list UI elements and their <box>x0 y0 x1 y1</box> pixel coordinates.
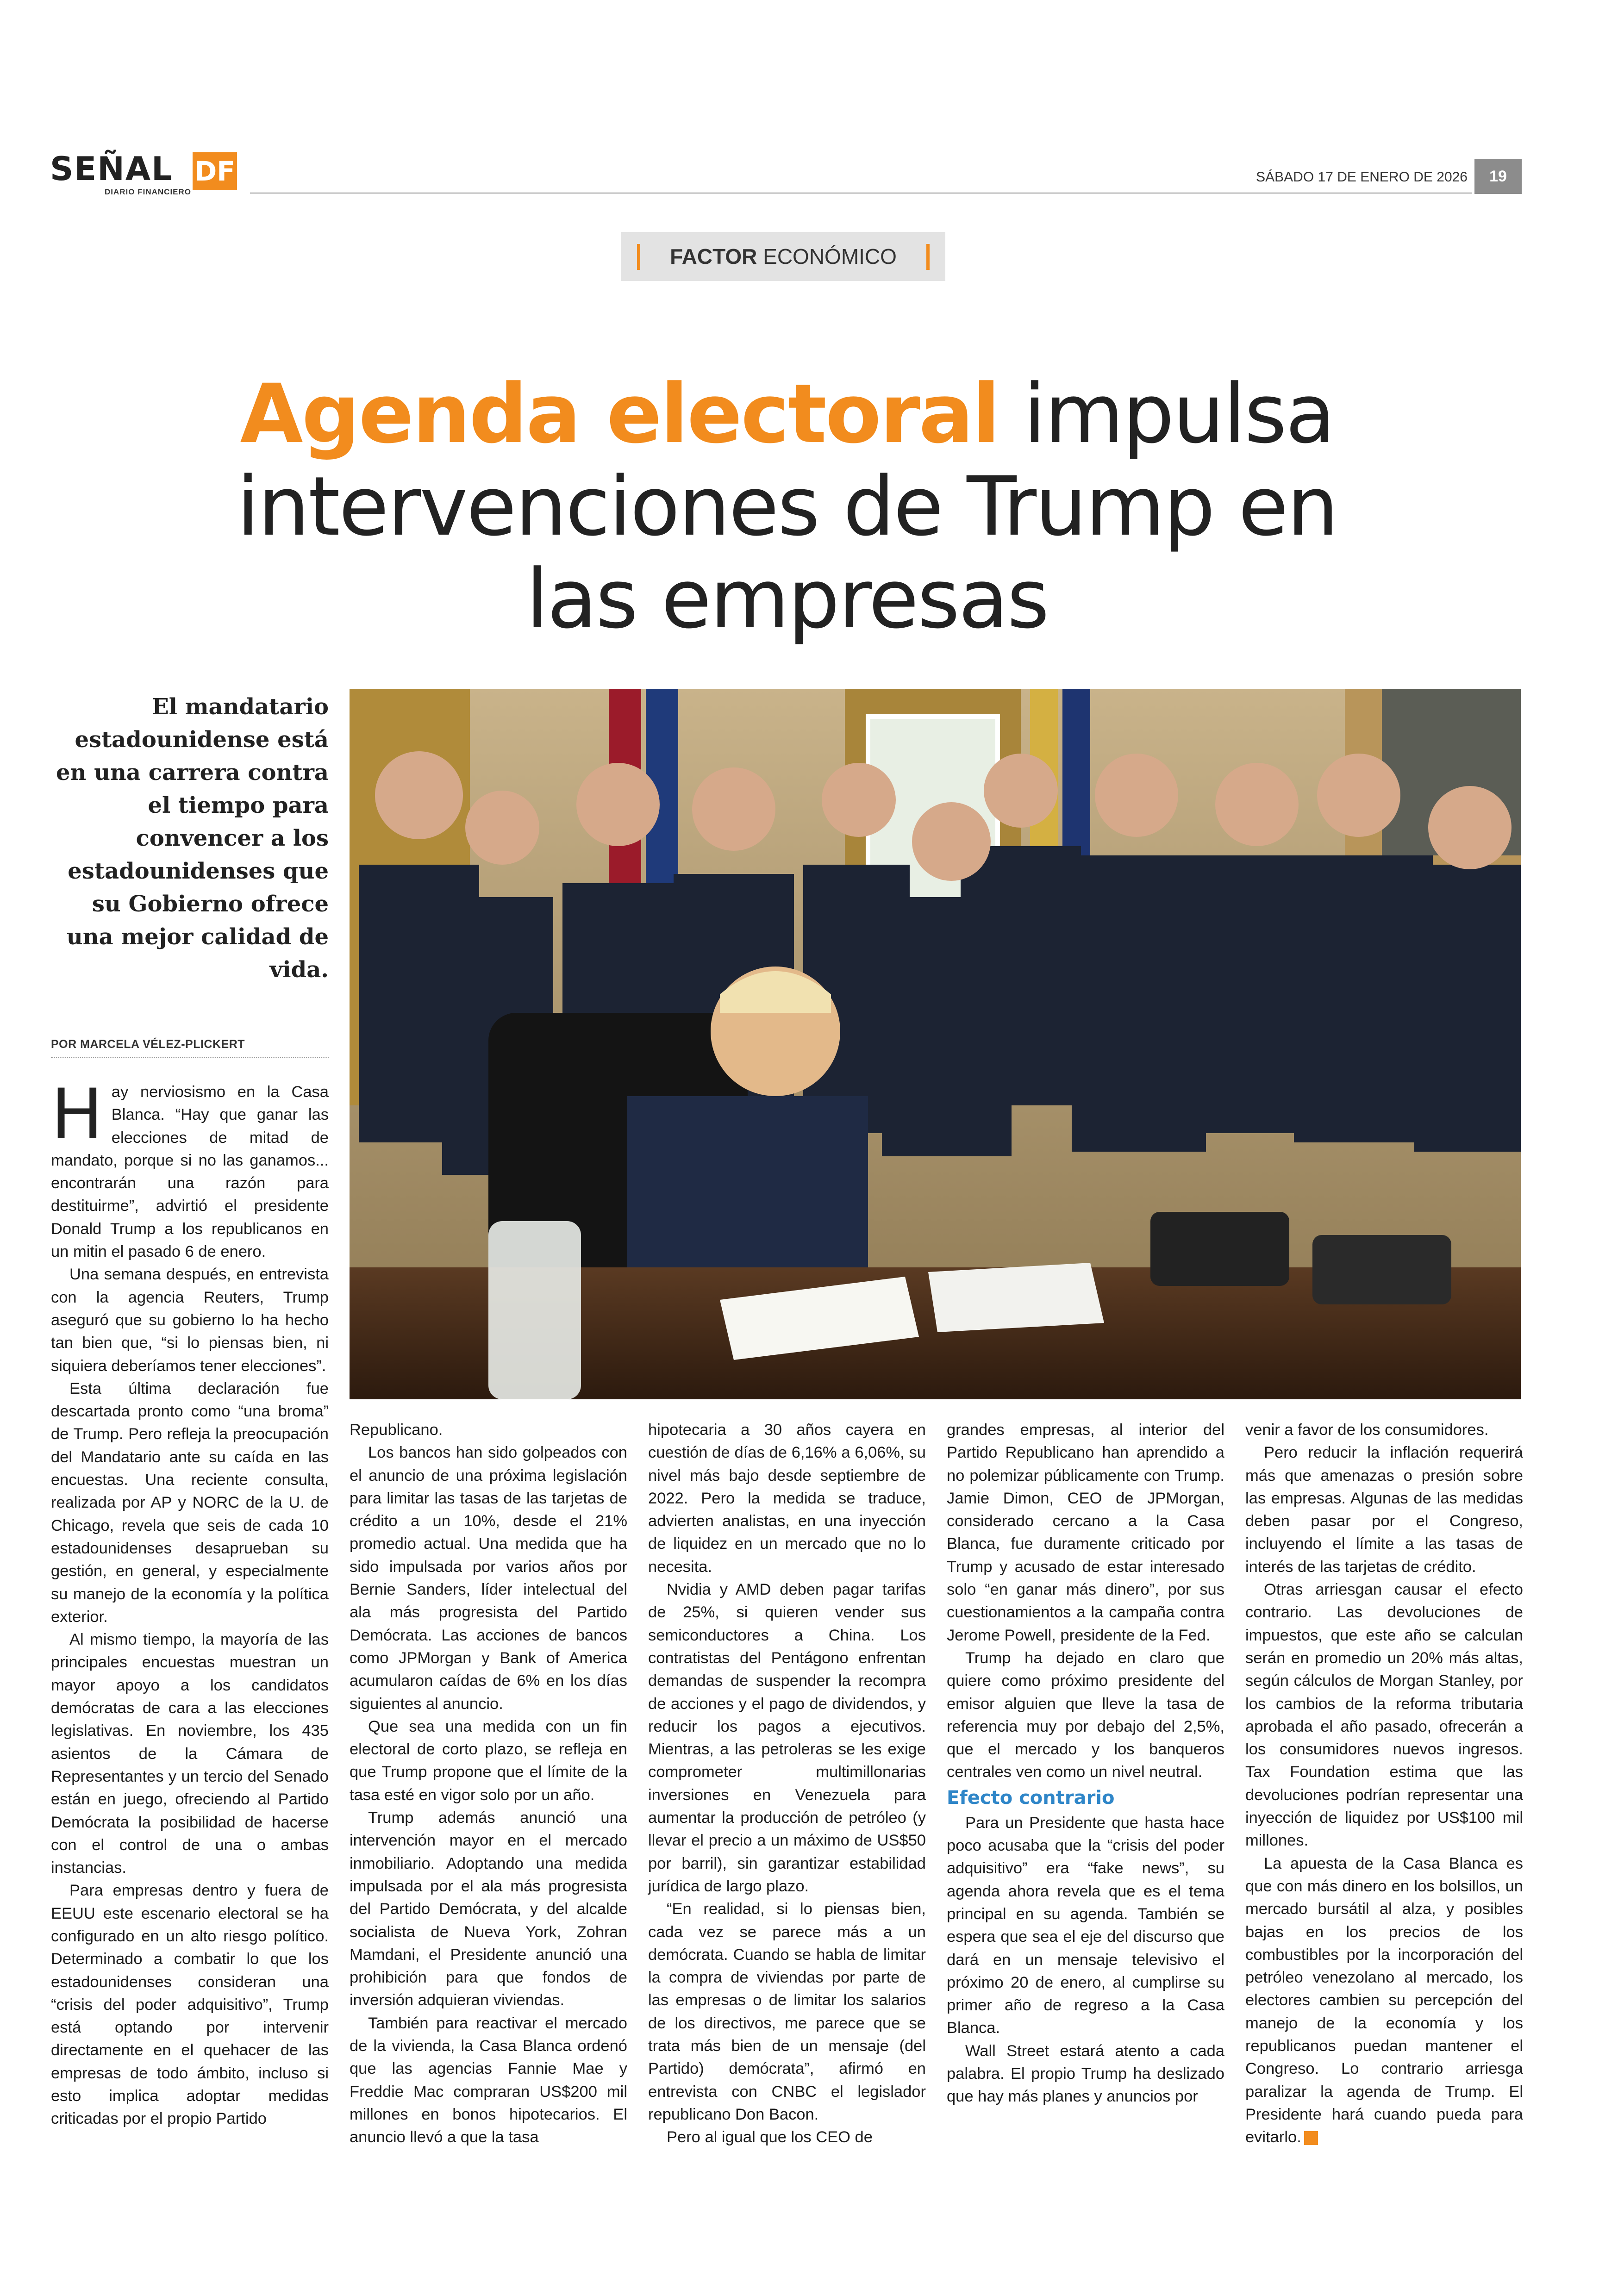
article-column-4 <box>947 1419 1224 2108</box>
issue-date: SÁBADO 17 DE ENERO DE 2026 <box>1256 169 1468 185</box>
article-deck: El mandatario estadounidense está en una carrera contra el tiempo para convencer a los estadounidenses que su Gobierno ofrece una mejor calidad de vida. <box>56 694 329 983</box>
page-number: 19 <box>1474 159 1522 194</box>
paragraph: Esta última declaración fue descartada pronto como “una broma” de Trump. Pero refleja la preocupación del Mandatario ante su caída en las encuestas. Una reciente consulta, realizada por AP y NORC de la U. de Chicago, revela que seis de cada 10 estadounidenses desaprueban su gestión, en general, y especialmente su manejo de la economía y la política exterior. <box>51 1379 329 1626</box>
paragraph: Para empresas dentro y fuera de EEUU este escenario electoral se ha configurado en un alto riesgo político. Determinado a combatir lo que los estadounidenses consideran una “crisis del poder adquisitivo”, Trump está optando por intervenir directamente en el quehacer de las empresas de todo ámbito, incluso si esto implica adoptar medidas criticadas por el propio Partido <box>51 1882 329 2128</box>
paragraph <box>1245 1852 1523 2149</box>
logo-badge: DF <box>193 152 237 190</box>
logo-wordmark: SEÑAL <box>50 150 173 188</box>
paragraph: Para un Presidente que hasta hace poco acusaba que la “crisis del poder adquisitivo” era “fake news”, su agenda ahora revela que es el tema principal en su agenda. También se espera que sea el eje del discurso que dará en un mensaje televisivo el próximo 20 de enero, al cumplirse su primer año de regreso a la Casa Blanca. <box>947 1814 1224 2037</box>
paragraph: venir a favor de los consumidores. <box>1245 1421 1489 1439</box>
paragraph <box>51 1074 329 1263</box>
paragraph: Trump además anunció una intervención mayor en el mercado inmobiliario. Adoptando una medida impulsada por el ala más progresista del Partido Demócrata, y del alcalde socialista de Nueva York, Zohran Mamdani, el Presidente anunció una prohibición para que fondos de inversión adquieran viviendas. <box>350 1809 627 2009</box>
paragraph: Que sea una medida con un fin electoral de corto plazo, se refleja en que Trump propone que el límite de la tasa esté en vigor solo por un año. <box>350 1717 627 1804</box>
paragraph-text: La apuesta de la Casa Blanca es que con más dinero en los bolsillos, un mercado bursátil al alza, y posibles bajas en los precios de los combustibles por la incorporación del petróleo venezolano al mercado, los electores cambien su percepción del manejo de la economía y los republicanos puedan mantener el Congreso. Lo contrario arriesga paralizar la agenda de Trump. El Presidente hará cuando pueda para evitarlo. <box>1245 1854 1523 2146</box>
article-column-1 <box>51 1074 329 2131</box>
headline-accent: Agenda electoral <box>240 367 999 461</box>
section-label-regular: ECONÓMICO <box>757 244 897 268</box>
article-column-3 <box>648 1419 926 2149</box>
paragraph-text: ay nerviosismo en la Casa Blanca. “Hay que ganar las elecciones de mitad de mandato, porque si no las ganamos... encontrarán una razón para destituirme”, advirtió el presidente Donald Trump a los republicanos en un mitin el pasado 6 de enero. <box>51 1083 329 1261</box>
headline <box>176 368 1398 646</box>
paragraph: Una semana después, en entrevista con la agencia Reuters, Trump aseguró que su gobierno lo ha hecho tan bien que, “si lo piensas bien, ni siquiera deberíamos tener elecciones”. <box>51 1266 329 1375</box>
masthead-logo <box>50 150 244 197</box>
headline-rest: impulsa intervenciones de Trump en las empresas <box>237 367 1337 647</box>
paragraph: Pero al igual que los CEO de <box>667 2128 873 2146</box>
dropcap: H <box>51 1074 103 1155</box>
paragraph: Los bancos han sido golpeados con el anuncio de una próxima legislación para limitar las tasas de las tarjetas de crédito a un 10%, desde el 21% promedio actual. Una medida que ha sido impulsada por varios años por Bernie Sanders, líder intelectual del ala más progresista del Partido Demócrata. Las acciones de bancos como JPMorgan y Bank of America acumularon caídas de 6% en los días siguientes al anuncio. <box>350 1444 627 1713</box>
article-photo <box>350 689 1521 1399</box>
section-label-bold: FACTOR <box>670 244 757 268</box>
photo-oval-office-signing-icon <box>350 689 1521 1399</box>
section-text <box>621 232 945 281</box>
paragraph: Trump ha dejado en claro que quiere como próximo presidente del emisor alguien que lleve la tasa de referencia muy por debajo del 2,5%, que el mercado y los banqueros centrales ven como un nivel neutral. <box>947 1649 1224 1781</box>
logo-subtitle: DIARIO FINANCIERO <box>105 187 191 196</box>
paragraph: Nvidia y AMD deben pagar tarifas de 25%, si quieren vender sus semiconductores a China. Los contratistas del Pentágono enfrentan demandas de suspender la recompra de acciones y el pago de dividendos, y reducir los pagos a ejecutivos. Mientras, a las petroleras se les exige comprometer multimillonarias inversiones en Venezuela para aumentar la producción de petróleo (y llevar el precio a un máximo de US$50 por barril), sin garantizar estabilidad jurídica de largo plazo. <box>648 1581 926 1895</box>
paragraph: Wall Street estará atento a cada palabra. El propio Trump ha deslizado que hay más planes y anuncios por <box>947 2042 1224 2106</box>
paragraph: Otras arriesgan causar el efecto contrario. Las devoluciones de impuestos, que este año se calculan serán en promedio un 20% más altas, según cálculos de Morgan Stanley, por los cambios de la reforma tributaria aprobada el año pasado, ofrecerán a los consumidores nuevos ingresos. Tax Foundation estima que las devoluciones podrían representar una inyección de liquidez por US$100 mil millones. <box>1245 1581 1523 1850</box>
end-mark-icon: S <box>1304 2131 1318 2145</box>
section-label <box>621 232 945 281</box>
paragraph: Republicano. <box>350 1421 443 1439</box>
paragraph: hipotecaria a 30 años cayera en cuestión de días de 6,16% a 6,06%, su nivel más bajo desde septiembre de 2022. Pero la medida se traduce, advierten analistas, en una inyección de liquidez en un mercado que no lo necesita. <box>648 1421 926 1576</box>
paragraph: “En realidad, si lo piensas bien, cada vez se parece más a un demócrata. Cuando se habla de limitar la compra de viviendas por parte de las empresas o de limitar los salarios de los directivos, me parece que se trata más bien de un mensaje (del Partido) demócrata”, afirmó en entrevista con CNBC el legislador republicano Don Bacon. <box>648 1900 926 2123</box>
byline: POR MARCELA VÉLEZ-PLICKERT <box>51 1038 329 1058</box>
paragraph: grandes empresas, al interior del Partido Republicano han aprendido a no polemizar públicamente con Trump. Jamie Dimon, CEO de JPMorgan, considerado cercano a la Casa Blanca, fue duramente criticado por Trump y acusado de estar interesado solo “en ganar más dinero”, por sus cuestionamientos a la campaña contra Jerome Powell, presidente de la Fed. <box>947 1421 1224 1644</box>
paragraph: Pero reducir la inflación requerirá más que amenazas o presión sobre las empresas. Algunas de las medidas deben pasar por el Congreso, incluyendo el límite a las tasas de interés de las tarjetas de crédito. <box>1245 1444 1523 1576</box>
paragraph: También para reactivar el mercado de la vivienda, la Casa Blanca ordenó que las agencias Fannie Mae y Freddie Mac compraran US$200 mil millones en bonos hipotecarios. El anuncio llevó a que la tasa <box>350 2014 627 2146</box>
article-column-5 <box>1245 1419 1523 2149</box>
article-column-2 <box>350 1419 627 2149</box>
subheading: Efecto contrario <box>947 1787 1115 1809</box>
paragraph: Al mismo tiempo, la mayoría de las principales encuestas muestran un mayor apoyo a los candidatos demócratas de cara a las elecciones legislativas. En noviembre, los 435 asientos de la Cámara de Representantes y un tercio del Senado están en juego, ofreciendo al Partido Demócrata la posibilidad de hacerse con el control de una o ambas instancias. <box>51 1631 329 1877</box>
